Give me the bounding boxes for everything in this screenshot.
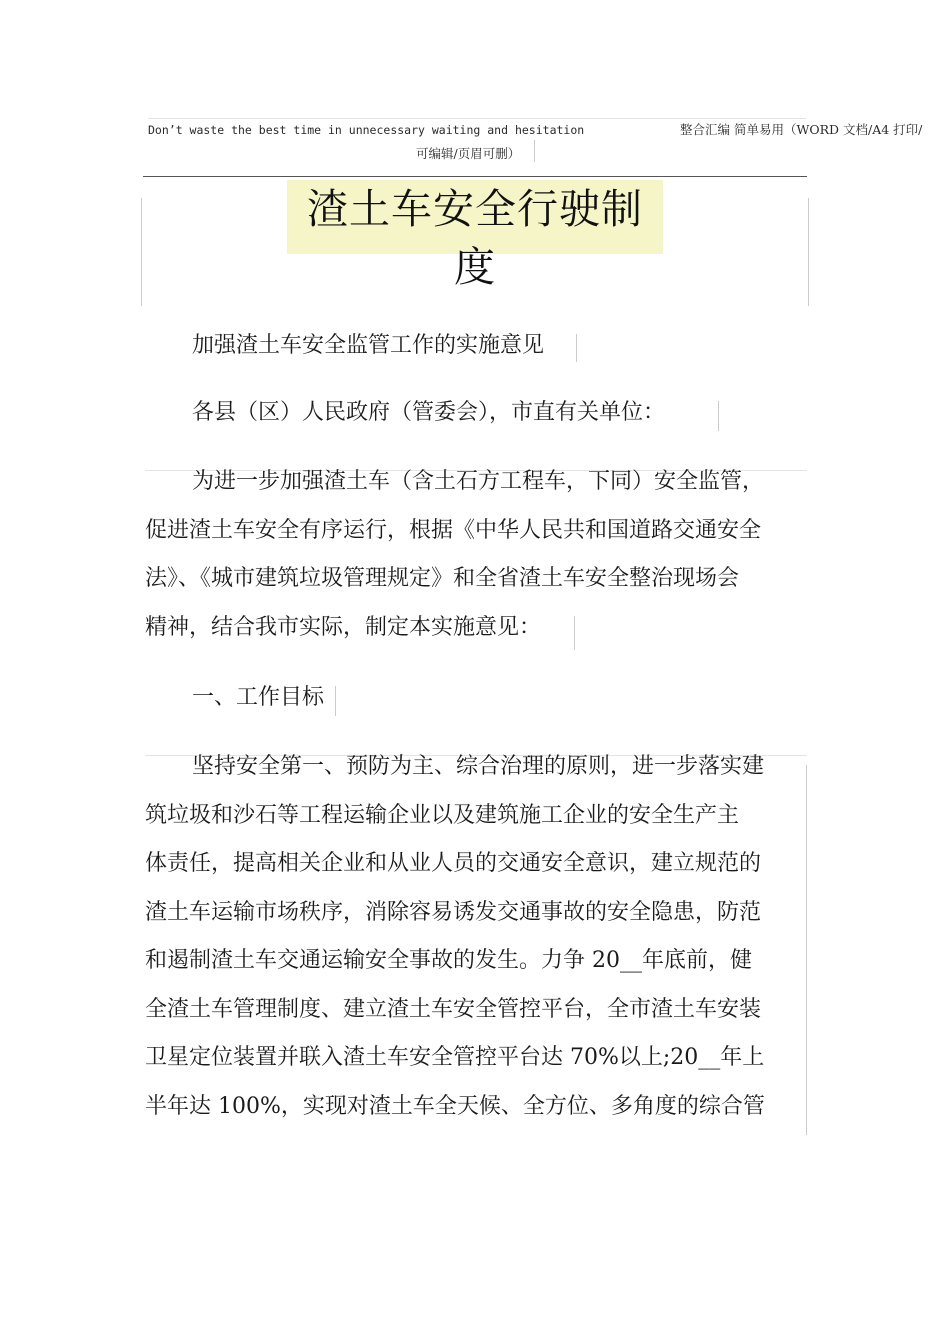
section1-line: 全渣土车管理制度、建立渣土车安全管控平台，全市渣土车安装 [145, 996, 762, 1022]
intro-end-mark [574, 616, 575, 650]
title-left-mark [141, 198, 142, 306]
salutation-paragraph [145, 389, 807, 438]
header-top-mark [148, 118, 806, 119]
subtitle-text: 加强渣土车安全监管工作的实施意见 [192, 333, 545, 358]
intro-line: 精神，结合我市实际，制定本实施意见： [145, 614, 542, 640]
header-motto-text: Don’t waste the best time in unnecessary waiting and hesitation [148, 123, 585, 137]
document-title: 渣土车安全行驶制度 [287, 180, 663, 254]
section1-line: 渣土车运输市场秩序，消除容易诱发交通事故的安全隐患，防范 [145, 899, 762, 925]
header-divider [143, 176, 807, 177]
page-header-line1 [148, 121, 923, 139]
section1-title-text: 一、工作目标 [192, 685, 325, 710]
subtitle-paragraph [145, 322, 807, 371]
section1-body-paragraph [145, 743, 807, 1131]
header-description-text: 整合汇编 简单易用（WORD 文档/A4 打印/ [680, 122, 923, 137]
intro-paragraph [145, 458, 807, 652]
section1-line: 坚持安全第一、预防为主、综合治理的原则，进一步落实建 [192, 754, 765, 779]
intro-line: 促进渣土车安全有序运行，根据《中华人民共和国道路交通安全 [145, 517, 762, 543]
intro-line: 为进一步加强渣土车（含土石方工程车，下同）安全监管， [192, 469, 765, 494]
section1-line: 卫星定位装置并联入渣土车安全管控平台达 70%以上;20__年上 [145, 1045, 765, 1070]
section1-title-end-mark [335, 686, 336, 716]
header-bracket-mark [534, 140, 535, 162]
salutation-end-mark [718, 401, 719, 431]
salutation-text: 各县（区）人民政府（管委会），市直有关单位： [192, 400, 666, 425]
section1-line: 筑垃圾和沙石等工程运输企业以及建筑施工企业的安全生产主 [145, 802, 740, 828]
section1-title-paragraph [145, 674, 807, 723]
intro-line: 法》、《城市建筑垃圾管理规定》和全省渣土车安全整治现场会 [145, 566, 740, 591]
subtitle-end-mark [576, 334, 577, 362]
section1-right-mark [806, 765, 807, 1135]
title-right-mark [808, 198, 809, 306]
section1-line: 半年达 100%，实现对渣土车全天候、全方位、多角度的综合管 [145, 1093, 765, 1119]
page-header-line2: 可编辑/页眉可删） [416, 146, 521, 161]
section1-line: 和遏制渣土车交通运输安全事故的发生。力争 20__年底前，健 [145, 948, 752, 973]
section1-line: 体责任，提高相关企业和从业人员的交通安全意识，建立规范的 [145, 851, 762, 876]
